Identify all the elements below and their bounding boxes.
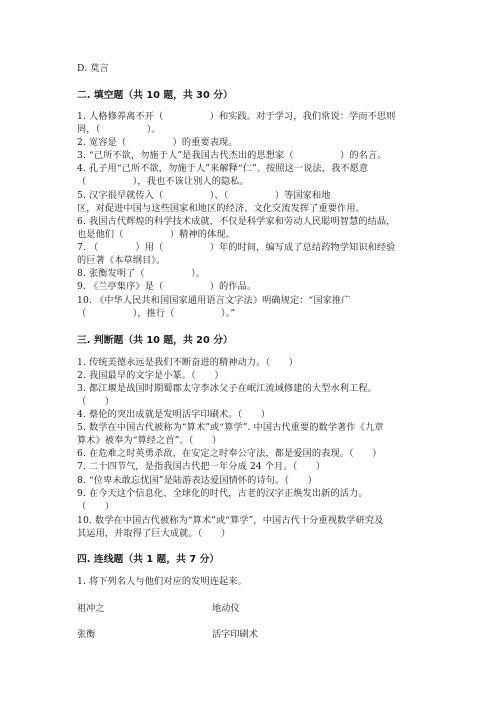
section-heading-true-false: 三. 判断题（共 10 题，共 20 分）: [77, 335, 233, 346]
question-line: 6. 我国古代辉煌的科学技术成就，不仅是科学家和劳动人民聪明智慧的结晶，: [77, 216, 396, 227]
question-line: 1. 传统美德永远是我们不断奋进的精神动力。（ ）: [77, 357, 298, 368]
matching-person[interactable]: 张衡: [77, 629, 96, 640]
matching-instruction: 1. 将下列名人与他们对应的发明连起来。: [77, 576, 247, 587]
question-line: （ ）: [77, 396, 115, 407]
question-line: 9. 在今天这个信息化、全球化的时代，古老的汉字正焕发出新的活力。: [77, 488, 368, 499]
question-line: 其运用，并取得了巨大成就。（ ）: [77, 528, 231, 539]
section-heading-fill-in: 二. 填空题（共 10 题，共 30 分）: [77, 90, 233, 101]
matching-person[interactable]: 祖冲之: [77, 603, 105, 614]
question-line: 区，对促进中国与这些国家和地区的经济、文化交流发挥了重要作用。: [77, 203, 365, 214]
question-line: （ ），我也不该让别人的隐私。: [77, 176, 249, 187]
question-line: 5. 数学在中国古代被称为“算术”或“算学”. 中国古代重要的数学著作《九章: [77, 422, 384, 433]
question-line: 2. 宽容是（ ）的重要表现。: [77, 137, 238, 148]
question-line: 7. （ ）用（ ）年的时间，编写成了总结药物学知识和经验: [77, 242, 396, 253]
question-line: 7. 二十四节气，是指我国古代把一年分成 24 个月。（ ）: [77, 461, 326, 472]
question-line: 也是他们（ ）精神的体现。: [77, 229, 235, 240]
question-line: （ ）: [77, 501, 115, 512]
question-line: 9. 《兰亭集序》是（ ）的作品。: [77, 281, 257, 292]
question-line: 5. 汉字很早就传入（ ）、（ ）等国家和地: [77, 190, 331, 201]
question-line: 6. 在危难之时英勇杀敌，在安定之时奉公守法，都是爱国的表现。（ ）: [77, 448, 382, 459]
question-line: 罔，（ ）。: [77, 124, 161, 135]
question-line: 10. 《中华人民共和国国家通用语言文字法》明确规定：“国家推广: [77, 295, 351, 306]
question-line: （ ），推行（ ）。”: [77, 308, 236, 319]
question-line: 8. 张衡发明了（ ）。: [77, 268, 206, 279]
question-line: 的巨著《本草纲目》。: [77, 255, 166, 266]
section-heading-matching: 四. 连线题（共 1 题，共 7 分）: [77, 554, 220, 565]
question-line: 2. 我国最早的文字是小篆。（ ）: [77, 370, 224, 381]
question-line: 算术》被奉为“算经之首”。（ ）: [77, 435, 222, 446]
question-line: 4. 孔子用“己所不欲，勿施于人”来解释“仁”。按照这一说法，我不愿意: [77, 163, 369, 174]
matching-invention[interactable]: 活字印刷术: [212, 629, 258, 640]
question-line: 8. “位卑未敢忘忧国”是陆游表达爱国情怀的诗句。（ ）: [77, 475, 317, 486]
question-line: 10. 数学在中国古代被称为“算术”或“算学”，中国古代十分重视数学研究及: [77, 515, 384, 526]
matching-invention[interactable]: 地动仪: [212, 603, 240, 614]
question-line: 4. 蔡伦的突出成就是发明活字印刷术。（ ）: [77, 409, 271, 420]
question-line: 1. 人格修养离不开（ ）和实践。对于学习，我们常说：学而不思则: [77, 111, 396, 122]
question-line: 3. 都江堰是战国时期蜀郡太守李冰父子在岷江流域修建的大型水利工程。: [77, 383, 377, 394]
top-option-text: D. 莫言: [77, 63, 109, 74]
question-line: 3. “己所不欲，勿施于人”是我国古代杰出的思想家（ ）的名言。: [77, 150, 387, 161]
